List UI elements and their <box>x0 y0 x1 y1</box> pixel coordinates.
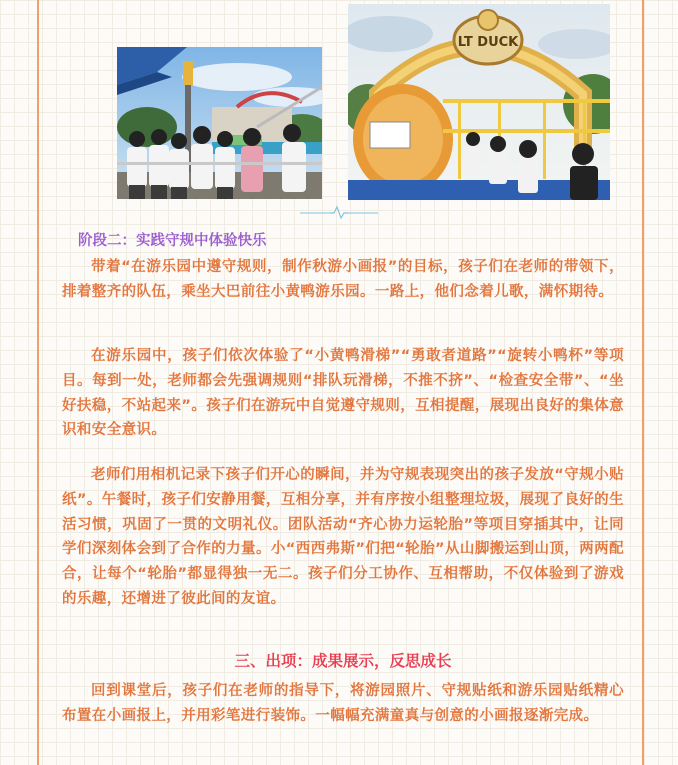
wave-divider-icon <box>300 205 378 219</box>
paragraph-trip: 带着“在游乐园中遵守规则，制作秋游小画报”的目标，孩子们在老师的带领下，排着整齐的队伍，乘坐大巴前往小黄鸭游乐园。一路上，他们念着儿歌，满怀期待。 <box>62 259 624 300</box>
paragraph-conclusion: 回到课堂后，孩子们在老师的指导下，将游园照片、守规贴纸和游乐园贴纸精心布置在小画报上，并用彩笔进行装饰。一幅幅充满童真与创意的小画报逐渐完成。 <box>62 683 624 724</box>
page-border-left <box>37 0 39 765</box>
paragraph-rules: 在游乐园中，孩子们依次体验了“小黄鸭滑梯”“勇敢者道路”“旋转小鸭杯”等项目。每到一处，老师都会先强调规则“排队玩滑梯，不推不挤”、“检查安全带”、“坐好扶稳，不站起来”。孩子们在游玩中自觉遵守规则，互相提醒，展现出良好的集体意识和安全意识。 <box>62 348 624 439</box>
section-three-heading: 三、出项：成果展示，反思成长 <box>234 652 452 670</box>
photo-children-queue <box>117 47 322 199</box>
paragraph-activities: 老师们用相机记录下孩子们开心的瞬间，并为守规表现突出的孩子发放“守规小贴纸”。午餐时，孩子们安静用餐，互相分享，并有序按小组整理垃圾，展现了良好的生活习惯，巩固了一贯的文明礼仪。团队活动“齐心协力运轮胎”等项目穿插其中，让同学们深刻体会到了合作的力量。小“西西弗斯”们把“轮胎”从山脚搬运到山顶，两两配合，让每个“轮胎”都显得独一无二。孩子们分工协作、互相帮助，不仅体验到了游戏的乐趣，还增进了彼此间的友谊。 <box>62 467 624 607</box>
photo-lt-duck-entrance <box>348 4 610 200</box>
lt-duck-sign: LT DUCK <box>457 35 519 50</box>
page-border-right <box>642 0 644 765</box>
stage-two-heading: 阶段二：实践守规中体验快乐 <box>78 233 267 249</box>
